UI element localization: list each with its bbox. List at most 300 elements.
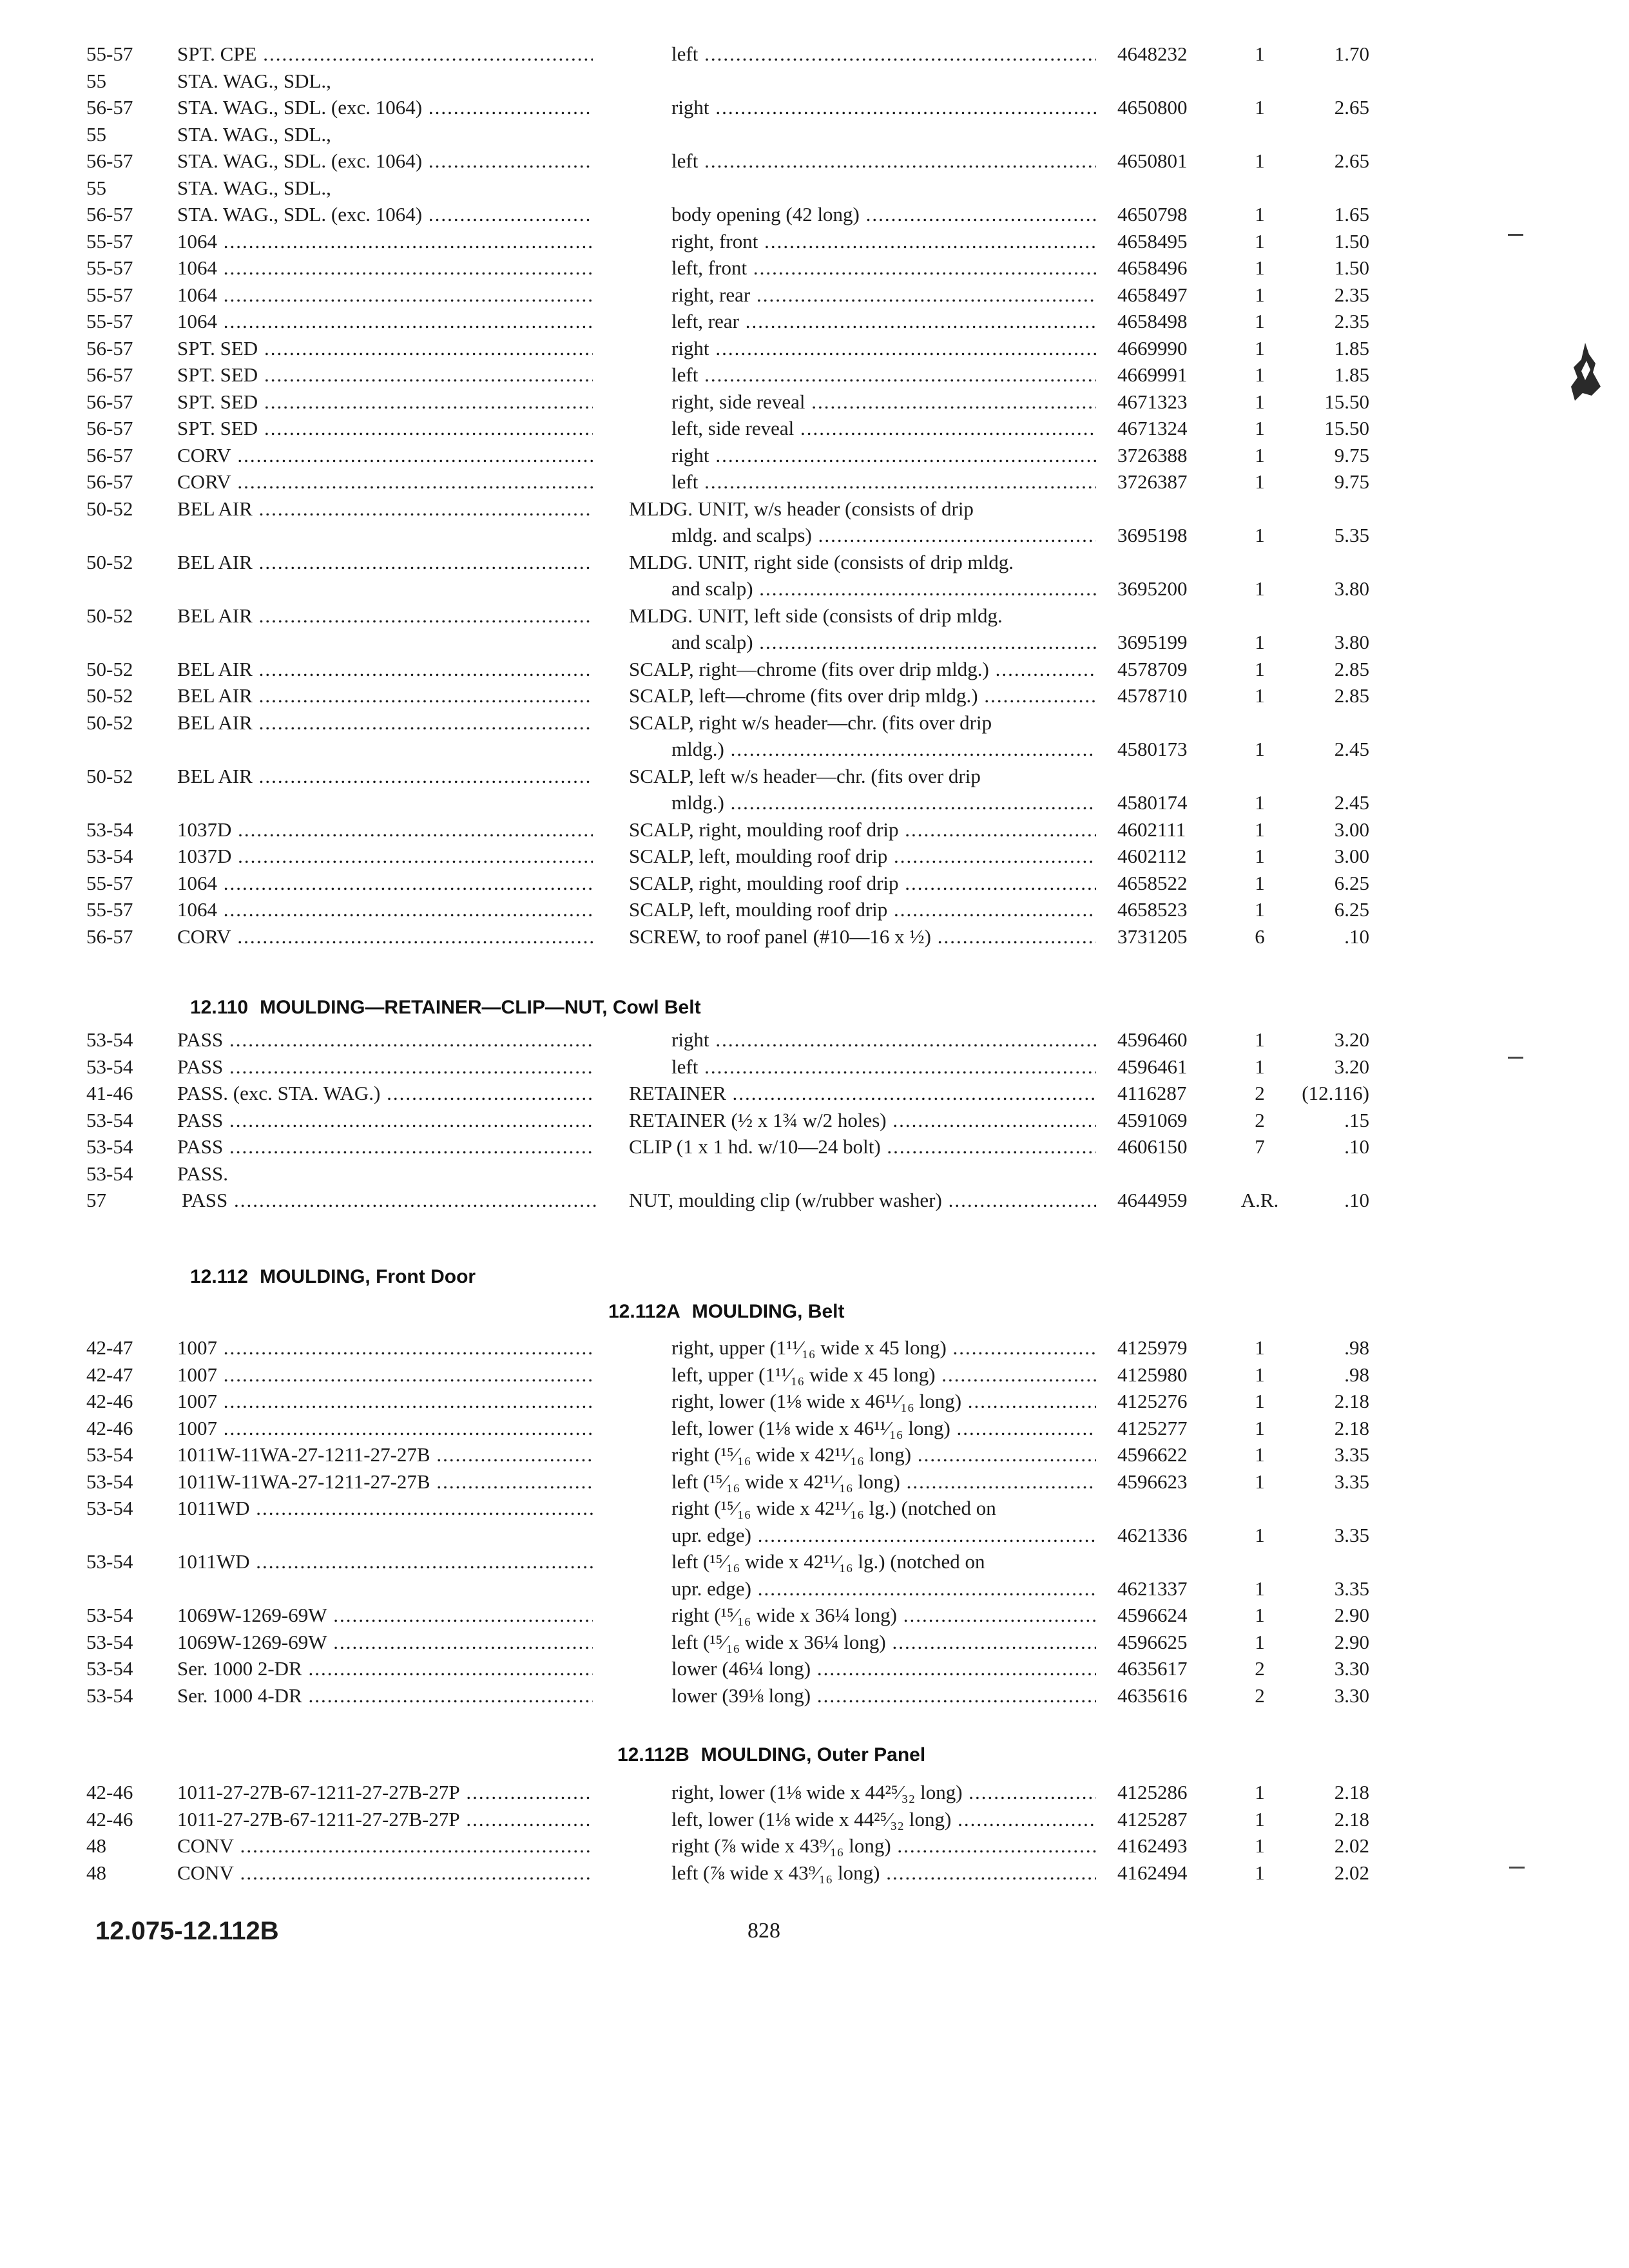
year-range-text: 53-54 bbox=[86, 818, 133, 841]
price-text: 1.85 bbox=[1334, 363, 1369, 386]
year-range-text: 56-57 bbox=[86, 363, 133, 386]
section-subtitle: Cowl Belt bbox=[612, 997, 701, 1018]
page-number: 828 bbox=[747, 1919, 780, 1943]
model-cell bbox=[177, 548, 593, 577]
year-range-text: 53-54 bbox=[86, 1162, 133, 1185]
price bbox=[1286, 1133, 1369, 1161]
description-cell bbox=[671, 1414, 1096, 1443]
quantity bbox=[1234, 1441, 1286, 1469]
part-number bbox=[1117, 521, 1227, 550]
quantity-text: 1 bbox=[1255, 283, 1265, 306]
part-number-text: 3731205 bbox=[1117, 925, 1188, 948]
description-cell bbox=[629, 1133, 1096, 1161]
price-text: 3.00 bbox=[1334, 845, 1369, 867]
price bbox=[1286, 334, 1369, 363]
quantity-text: 1 bbox=[1255, 149, 1265, 172]
year-range bbox=[86, 1441, 167, 1469]
quantity-text: 1 bbox=[1255, 1861, 1265, 1884]
year-range-text: 53-54 bbox=[86, 1630, 133, 1653]
year-range bbox=[86, 655, 167, 684]
part-number-text: 4606150 bbox=[1117, 1135, 1188, 1158]
year-range bbox=[86, 842, 167, 870]
quantity-text: 1 bbox=[1255, 1363, 1265, 1386]
description-cell bbox=[671, 1441, 1096, 1469]
description-cell-text: right, lower (1⅛ wide x 46¹¹⁄₁₆ long) ..... bbox=[671, 1387, 1096, 1416]
model-cell-text: 1069W-1269-69W ..... bbox=[177, 1628, 593, 1657]
description-cell bbox=[671, 1655, 1096, 1683]
part-number bbox=[1117, 1387, 1227, 1416]
model-cell bbox=[182, 1186, 597, 1215]
year-range bbox=[86, 468, 167, 496]
description-cell bbox=[629, 709, 1096, 737]
description-cell-text: right (¹⁵⁄₁₆ wide x 36¼ long) ..... bbox=[671, 1601, 1096, 1629]
price-text: 3.35 bbox=[1334, 1577, 1369, 1600]
description-cell-text: RETAINER (½ x 1¾ w/2 holes) ..... bbox=[629, 1106, 1096, 1135]
part-number-text: 4658495 bbox=[1117, 229, 1188, 253]
quantity-text: 1 bbox=[1255, 417, 1265, 439]
price-text: .15 bbox=[1344, 1108, 1369, 1131]
quantity-text: 1 bbox=[1255, 43, 1265, 65]
quantity bbox=[1234, 842, 1286, 870]
table-row bbox=[0, 495, 1629, 523]
description-cell-text: SCALP, left—chrome (fits over drip mldg.) ..... bbox=[629, 682, 1096, 710]
quantity bbox=[1234, 1521, 1286, 1550]
description-cell bbox=[671, 1494, 1096, 1523]
model-cell bbox=[177, 923, 593, 951]
part-number bbox=[1117, 1575, 1227, 1603]
description-cell-text: right ..... bbox=[671, 334, 1096, 363]
part-number-text: 4650798 bbox=[1117, 203, 1188, 226]
price-text: 2.65 bbox=[1334, 149, 1369, 172]
model-cell-text: 1011-27-27B-67-1211-27-27B-27P ..... bbox=[177, 1778, 593, 1807]
model-cell bbox=[177, 1079, 593, 1108]
quantity bbox=[1234, 1414, 1286, 1443]
section-heading-12-112 bbox=[190, 1263, 476, 1291]
price bbox=[1286, 254, 1369, 282]
description-cell bbox=[671, 1026, 1096, 1054]
part-number bbox=[1117, 735, 1227, 764]
price-text: 2.45 bbox=[1334, 791, 1369, 814]
section-number: 12.112A bbox=[608, 1301, 680, 1322]
price bbox=[1286, 441, 1369, 470]
table-row bbox=[0, 1778, 1629, 1807]
model-cell-text: 1011-27-27B-67-1211-27-27B-27P ..... bbox=[177, 1805, 593, 1834]
model-cell bbox=[177, 388, 593, 416]
description-cell bbox=[671, 200, 1096, 229]
price-text: 2.18 bbox=[1334, 1781, 1369, 1803]
year-range bbox=[86, 174, 167, 202]
year-range-text: 55-57 bbox=[86, 898, 133, 921]
model-cell bbox=[177, 1468, 593, 1496]
year-range bbox=[86, 93, 167, 122]
table-row bbox=[0, 1387, 1629, 1416]
table-row bbox=[0, 388, 1629, 416]
description-cell bbox=[671, 307, 1096, 336]
part-number-text: 4644959 bbox=[1117, 1189, 1188, 1211]
model-cell-text: PASS ..... bbox=[177, 1133, 593, 1161]
year-range bbox=[86, 602, 167, 630]
year-range-text: 42-47 bbox=[86, 1363, 133, 1386]
quantity-text: 1 bbox=[1255, 1055, 1265, 1078]
part-number-text: 4596624 bbox=[1117, 1604, 1188, 1626]
table-row bbox=[0, 1628, 1629, 1657]
part-number bbox=[1117, 923, 1227, 951]
year-range-text: 56-57 bbox=[86, 96, 133, 119]
table-row bbox=[0, 575, 1629, 603]
price-text: 3.30 bbox=[1334, 1657, 1369, 1680]
price bbox=[1286, 388, 1369, 416]
model-cell bbox=[177, 93, 593, 122]
price bbox=[1286, 1832, 1369, 1860]
description-cell bbox=[671, 1805, 1096, 1834]
price-text: 2.35 bbox=[1334, 310, 1369, 332]
model-cell-text: BEL AIR ..... bbox=[177, 655, 593, 684]
year-range bbox=[86, 147, 167, 175]
description-cell-text: left ..... bbox=[671, 361, 1096, 389]
part-number bbox=[1117, 575, 1227, 603]
table-row bbox=[0, 1160, 1629, 1188]
description-cell-text: right, side reveal ..... bbox=[671, 388, 1096, 416]
price bbox=[1286, 1053, 1369, 1081]
model-cell-text: BEL AIR ..... bbox=[177, 762, 593, 791]
description-cell-text: right, front ..... bbox=[671, 227, 1096, 256]
price bbox=[1286, 468, 1369, 496]
year-range bbox=[86, 1079, 167, 1108]
table-row bbox=[0, 1655, 1629, 1683]
part-number bbox=[1117, 1832, 1227, 1860]
table-row bbox=[0, 147, 1629, 175]
quantity-text: 1 bbox=[1255, 203, 1265, 226]
description-cell-text: left, rear ..... bbox=[671, 307, 1096, 336]
year-range bbox=[86, 682, 167, 710]
price bbox=[1286, 575, 1369, 603]
description-cell bbox=[671, 254, 1096, 282]
description-cell-text: right (¹⁵⁄₁₆ wide x 42¹¹⁄₁₆ lg.) (notched on bbox=[671, 1497, 996, 1519]
model-cell-text: 1064 ..... bbox=[177, 307, 593, 336]
price-text: 2.90 bbox=[1334, 1604, 1369, 1626]
model-cell-text: PASS. (exc. STA. WAG.) ..... bbox=[177, 1079, 593, 1108]
model-cell bbox=[177, 1441, 593, 1469]
description-cell bbox=[671, 1832, 1096, 1860]
year-range bbox=[86, 1601, 167, 1629]
price-text: 9.75 bbox=[1334, 470, 1369, 493]
quantity-text: 1 bbox=[1255, 1470, 1265, 1493]
description-cell bbox=[629, 762, 1096, 791]
quantity-text: 1 bbox=[1255, 1336, 1265, 1359]
table-row bbox=[0, 441, 1629, 470]
price bbox=[1286, 1778, 1369, 1807]
part-number bbox=[1117, 1079, 1227, 1108]
description-cell-text: mldg.) ..... bbox=[671, 735, 1096, 764]
description-cell-text: CLIP (1 x 1 hd. w/10—24 bolt) ..... bbox=[629, 1133, 1096, 1161]
price-text: 1.70 bbox=[1334, 43, 1369, 65]
part-number-text: 4591069 bbox=[1117, 1108, 1188, 1131]
model-cell-text: BEL AIR ..... bbox=[177, 682, 593, 710]
model-cell-text: CONV ..... bbox=[177, 1832, 593, 1860]
year-range-text: 56-57 bbox=[86, 925, 133, 948]
model-cell bbox=[177, 281, 593, 309]
quantity bbox=[1234, 1026, 1286, 1054]
table-row bbox=[0, 227, 1629, 256]
part-number-text: 4596625 bbox=[1117, 1630, 1188, 1653]
description-cell bbox=[671, 388, 1096, 416]
part-number-text: 4602111 bbox=[1117, 818, 1186, 841]
price-text: 3.80 bbox=[1334, 631, 1369, 653]
price-text: 3.35 bbox=[1334, 1470, 1369, 1493]
part-number bbox=[1117, 361, 1227, 389]
price bbox=[1286, 869, 1369, 898]
quantity-text: 7 bbox=[1255, 1135, 1265, 1158]
part-number-text: 4669991 bbox=[1117, 363, 1188, 386]
quantity bbox=[1234, 388, 1286, 416]
part-number-text: 4658523 bbox=[1117, 898, 1188, 921]
year-range-text: 42-46 bbox=[86, 1390, 133, 1412]
quantity-text: 1 bbox=[1255, 577, 1265, 600]
part-number-text: 4621337 bbox=[1117, 1577, 1188, 1600]
part-number-text: 4596622 bbox=[1117, 1443, 1188, 1466]
price-text: 2.35 bbox=[1334, 283, 1369, 306]
price-text: 2.85 bbox=[1334, 684, 1369, 707]
table-row bbox=[0, 896, 1629, 924]
model-cell-text: 1064 ..... bbox=[177, 281, 593, 309]
price bbox=[1286, 1387, 1369, 1416]
year-range-text: 50-52 bbox=[86, 711, 133, 734]
part-number-text: 4125277 bbox=[1117, 1416, 1188, 1439]
table-row bbox=[0, 735, 1629, 764]
quantity bbox=[1234, 147, 1286, 175]
model-cell bbox=[177, 709, 593, 737]
year-range bbox=[86, 254, 167, 282]
description-cell bbox=[671, 1468, 1096, 1496]
table-row bbox=[0, 40, 1629, 68]
part-number bbox=[1117, 147, 1227, 175]
quantity bbox=[1234, 521, 1286, 550]
table-row bbox=[0, 1548, 1629, 1576]
description-cell-text: right ..... bbox=[671, 93, 1096, 122]
part-number-text: 4635616 bbox=[1117, 1684, 1188, 1707]
price-text: 2.02 bbox=[1334, 1834, 1369, 1857]
year-range-text: 53-54 bbox=[86, 1497, 133, 1519]
model-cell-text: 1064 ..... bbox=[177, 254, 593, 282]
part-number bbox=[1117, 1414, 1227, 1443]
quantity-text: 1 bbox=[1255, 256, 1265, 279]
description-cell bbox=[671, 334, 1096, 363]
year-range bbox=[86, 896, 167, 924]
quantity bbox=[1234, 307, 1286, 336]
price bbox=[1286, 1414, 1369, 1443]
quantity-text: 1 bbox=[1255, 443, 1265, 466]
description-cell-text: SCALP, right—chrome (fits over drip mldg.) ..... bbox=[629, 655, 1096, 684]
model-cell-text: 1069W-1269-69W ..... bbox=[177, 1601, 593, 1629]
year-range bbox=[86, 414, 167, 443]
quantity-text: A.R. bbox=[1240, 1189, 1279, 1211]
table-row bbox=[0, 1468, 1629, 1496]
model-cell bbox=[177, 1628, 593, 1657]
part-number-text: 4658496 bbox=[1117, 256, 1188, 279]
price-text: (12.116) bbox=[1302, 1082, 1369, 1104]
year-range bbox=[86, 1832, 167, 1860]
section-title: MOULDING, bbox=[700, 1744, 812, 1765]
description-cell bbox=[671, 414, 1096, 443]
year-range bbox=[86, 1387, 167, 1416]
year-range bbox=[86, 1859, 167, 1887]
quantity bbox=[1234, 1079, 1286, 1108]
year-range bbox=[86, 869, 167, 898]
part-number bbox=[1117, 1053, 1227, 1081]
price-text: 3.35 bbox=[1334, 1443, 1369, 1466]
year-range bbox=[86, 923, 167, 951]
part-number-text: 4116287 bbox=[1117, 1082, 1187, 1104]
model-cell-text: CORV ..... bbox=[177, 468, 593, 496]
year-range bbox=[86, 281, 167, 309]
description-cell-text: right (¹⁵⁄₁₆ wide x 42¹¹⁄₁₆ long) ..... bbox=[671, 1441, 1096, 1469]
table-row bbox=[0, 1133, 1629, 1161]
part-number-text: 4650801 bbox=[1117, 149, 1188, 172]
year-range-text: 53-54 bbox=[86, 1470, 133, 1493]
description-cell-text: RETAINER ..... bbox=[629, 1079, 1096, 1108]
quantity-text: 1 bbox=[1255, 738, 1265, 760]
year-range bbox=[86, 388, 167, 416]
description-cell bbox=[671, 441, 1096, 470]
quantity bbox=[1234, 1361, 1286, 1389]
table-row bbox=[0, 521, 1629, 550]
part-number bbox=[1117, 1468, 1227, 1496]
year-range-text: 56-57 bbox=[86, 390, 133, 413]
part-number bbox=[1117, 1778, 1227, 1807]
description-cell-text: SCALP, right, moulding roof drip ..... bbox=[629, 869, 1096, 898]
description-cell bbox=[671, 1548, 1096, 1576]
part-number bbox=[1117, 842, 1227, 870]
table-row bbox=[0, 200, 1629, 229]
quantity-text: 1 bbox=[1255, 1028, 1265, 1051]
table-row bbox=[0, 1079, 1629, 1108]
price bbox=[1286, 816, 1369, 844]
year-range-text: 55-57 bbox=[86, 43, 133, 65]
year-range-text: 56-57 bbox=[86, 203, 133, 226]
quantity-text: 1 bbox=[1255, 363, 1265, 386]
part-number-text: 4596460 bbox=[1117, 1028, 1188, 1051]
model-cell-text: SPT. SED ..... bbox=[177, 388, 593, 416]
table-row bbox=[0, 1832, 1629, 1860]
description-cell-text: SCALP, left, moulding roof drip ..... bbox=[629, 842, 1096, 870]
part-number bbox=[1117, 200, 1227, 229]
description-cell bbox=[671, 735, 1096, 764]
part-number bbox=[1117, 40, 1227, 68]
price bbox=[1286, 1805, 1369, 1834]
table-row bbox=[0, 254, 1629, 282]
model-cell bbox=[177, 1601, 593, 1629]
quantity-text: 1 bbox=[1255, 791, 1265, 814]
part-number bbox=[1117, 414, 1227, 443]
price bbox=[1286, 1441, 1369, 1469]
model-cell-text: SPT. SED ..... bbox=[177, 414, 593, 443]
price bbox=[1286, 1601, 1369, 1629]
quantity bbox=[1234, 441, 1286, 470]
year-range-text: 42-47 bbox=[86, 1336, 133, 1359]
price bbox=[1286, 414, 1369, 443]
quantity bbox=[1234, 227, 1286, 256]
part-number bbox=[1117, 1106, 1227, 1135]
description-cell bbox=[671, 1628, 1096, 1657]
year-range-text: 56-57 bbox=[86, 336, 133, 360]
section-number: 12.112 bbox=[190, 1266, 249, 1287]
model-cell-text: 1011WD ..... bbox=[177, 1548, 593, 1576]
year-range-text: 50-52 bbox=[86, 764, 133, 787]
quantity-text: 1 bbox=[1255, 390, 1265, 413]
model-cell bbox=[177, 1682, 593, 1710]
model-cell bbox=[177, 1655, 593, 1683]
quantity-text: 1 bbox=[1255, 1523, 1265, 1546]
price-text: 1.85 bbox=[1334, 336, 1369, 360]
model-cell-text: PASS ..... bbox=[177, 1026, 593, 1054]
quantity bbox=[1234, 735, 1286, 764]
model-cell bbox=[177, 1548, 593, 1576]
quantity bbox=[1234, 896, 1286, 924]
part-number-text: 4658498 bbox=[1117, 310, 1188, 332]
price-text: .10 bbox=[1344, 1189, 1369, 1211]
price bbox=[1286, 655, 1369, 684]
table-row bbox=[0, 1334, 1629, 1362]
price bbox=[1286, 200, 1369, 229]
year-range-text: 53-54 bbox=[86, 1443, 133, 1466]
part-number-text: 3695199 bbox=[1117, 631, 1188, 653]
model-cell-text: CORV ..... bbox=[177, 923, 593, 951]
price-text: 1.50 bbox=[1334, 256, 1369, 279]
model-cell bbox=[177, 1361, 593, 1389]
year-range bbox=[86, 1682, 167, 1710]
quantity bbox=[1234, 923, 1286, 951]
year-range bbox=[86, 1805, 167, 1834]
quantity-text: 1 bbox=[1255, 1630, 1265, 1653]
description-cell bbox=[629, 655, 1096, 684]
price bbox=[1286, 1682, 1369, 1710]
year-range bbox=[86, 227, 167, 256]
quantity-text: 6 bbox=[1255, 925, 1265, 948]
quantity-text: 1 bbox=[1255, 96, 1265, 119]
price-text: 3.20 bbox=[1334, 1055, 1369, 1078]
description-cell-text: SCALP, right w/s header—chr. (fits over drip bbox=[629, 711, 992, 734]
model-cell bbox=[177, 1832, 593, 1860]
year-range-text: 56-57 bbox=[86, 149, 133, 172]
part-number bbox=[1117, 441, 1227, 470]
margin-ink-blot bbox=[1567, 341, 1606, 412]
year-range-text: 53-54 bbox=[86, 1657, 133, 1680]
year-range-text: 53-54 bbox=[86, 1550, 133, 1573]
part-number-text: 4125287 bbox=[1117, 1807, 1188, 1831]
price-text: .98 bbox=[1344, 1363, 1369, 1386]
table-row bbox=[0, 1053, 1629, 1081]
model-cell-text: STA. WAG., SDL., bbox=[177, 176, 331, 199]
quantity-text: 1 bbox=[1255, 1781, 1265, 1803]
part-number bbox=[1117, 1186, 1227, 1215]
model-cell-text: SPT. CPE ..... bbox=[177, 40, 593, 68]
description-cell bbox=[629, 1186, 1096, 1215]
part-number-text: 4635617 bbox=[1117, 1657, 1188, 1680]
description-cell-text: upr. edge) ..... bbox=[671, 1575, 1096, 1603]
part-number-text: 3695200 bbox=[1117, 577, 1188, 600]
year-range bbox=[86, 1361, 167, 1389]
model-cell-text: PASS ..... bbox=[177, 1106, 593, 1135]
model-cell bbox=[177, 174, 593, 202]
price-text: 2.18 bbox=[1334, 1390, 1369, 1412]
description-cell bbox=[671, 575, 1096, 603]
section-title: MOULDING—RETAINER—CLIP—NUT, bbox=[260, 997, 608, 1018]
quantity-text: 1 bbox=[1255, 336, 1265, 360]
section-heading-12-112b bbox=[617, 1741, 925, 1769]
year-range-text: 56-57 bbox=[86, 470, 133, 493]
model-cell bbox=[177, 307, 593, 336]
table-row bbox=[0, 1106, 1629, 1135]
